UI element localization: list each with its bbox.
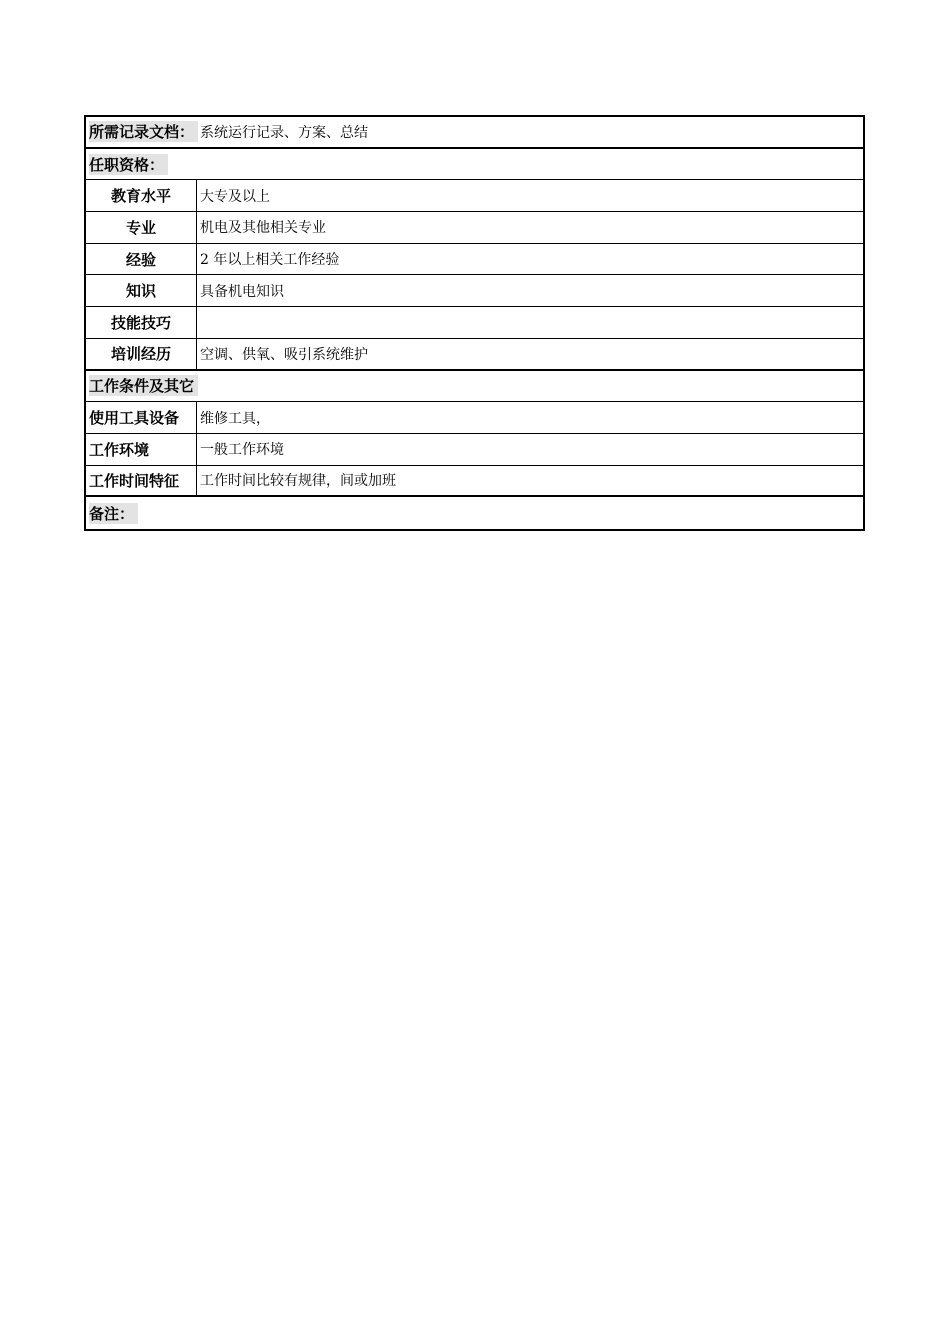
required-documents-row bbox=[86, 117, 863, 149]
qualification-label: 知识 bbox=[86, 275, 197, 306]
qualification-value: 大专及以上 bbox=[200, 188, 270, 205]
qualifications-header-row bbox=[86, 149, 863, 181]
condition-label: 工作环境 bbox=[86, 434, 197, 465]
qualification-label: 专业 bbox=[86, 212, 197, 243]
qualification-value: 机电及其他相关专业 bbox=[200, 220, 326, 237]
condition-value: 工作时间比较有规律，间或加班 bbox=[200, 473, 396, 490]
qualification-row-experience bbox=[86, 244, 863, 276]
qualification-label: 技能技巧 bbox=[86, 307, 197, 338]
qualification-row-major bbox=[86, 212, 863, 244]
qualification-value: 2 年以上相关工作经验 bbox=[200, 252, 340, 269]
qualification-label: 经验 bbox=[86, 244, 197, 275]
qualification-value bbox=[197, 307, 863, 338]
condition-label: 工作时间特征 bbox=[86, 466, 197, 496]
remarks-row bbox=[86, 497, 863, 529]
condition-value: 一般工作环境 bbox=[200, 442, 284, 459]
condition-row-environment bbox=[86, 434, 863, 466]
condition-row-working-hours bbox=[86, 466, 863, 498]
qualification-row-education bbox=[86, 180, 863, 212]
conditions-header-row bbox=[86, 371, 863, 403]
condition-label: 使用工具设备 bbox=[86, 402, 197, 433]
job-description-table bbox=[84, 115, 865, 531]
required-documents-value: 系统运行记录、方案、总结 bbox=[200, 124, 369, 141]
condition-row-tools bbox=[86, 402, 863, 434]
qualification-value: 空调、供氧、吸引系统维护 bbox=[200, 346, 368, 363]
qualification-label: 教育水平 bbox=[86, 180, 197, 211]
qualification-value: 具备机电知识 bbox=[200, 283, 284, 300]
qualifications-header: 任职资格： bbox=[89, 154, 168, 175]
qualification-row-knowledge bbox=[86, 275, 863, 307]
qualification-row-skills bbox=[86, 307, 863, 339]
required-documents-label: 所需记录文档： bbox=[89, 121, 198, 142]
qualification-label: 培训经历 bbox=[86, 339, 197, 369]
condition-value: 维修工具， bbox=[200, 410, 270, 427]
qualification-row-training bbox=[86, 339, 863, 371]
remarks-label: 备注： bbox=[89, 503, 138, 524]
conditions-header: 工作条件及其它 bbox=[89, 375, 198, 396]
